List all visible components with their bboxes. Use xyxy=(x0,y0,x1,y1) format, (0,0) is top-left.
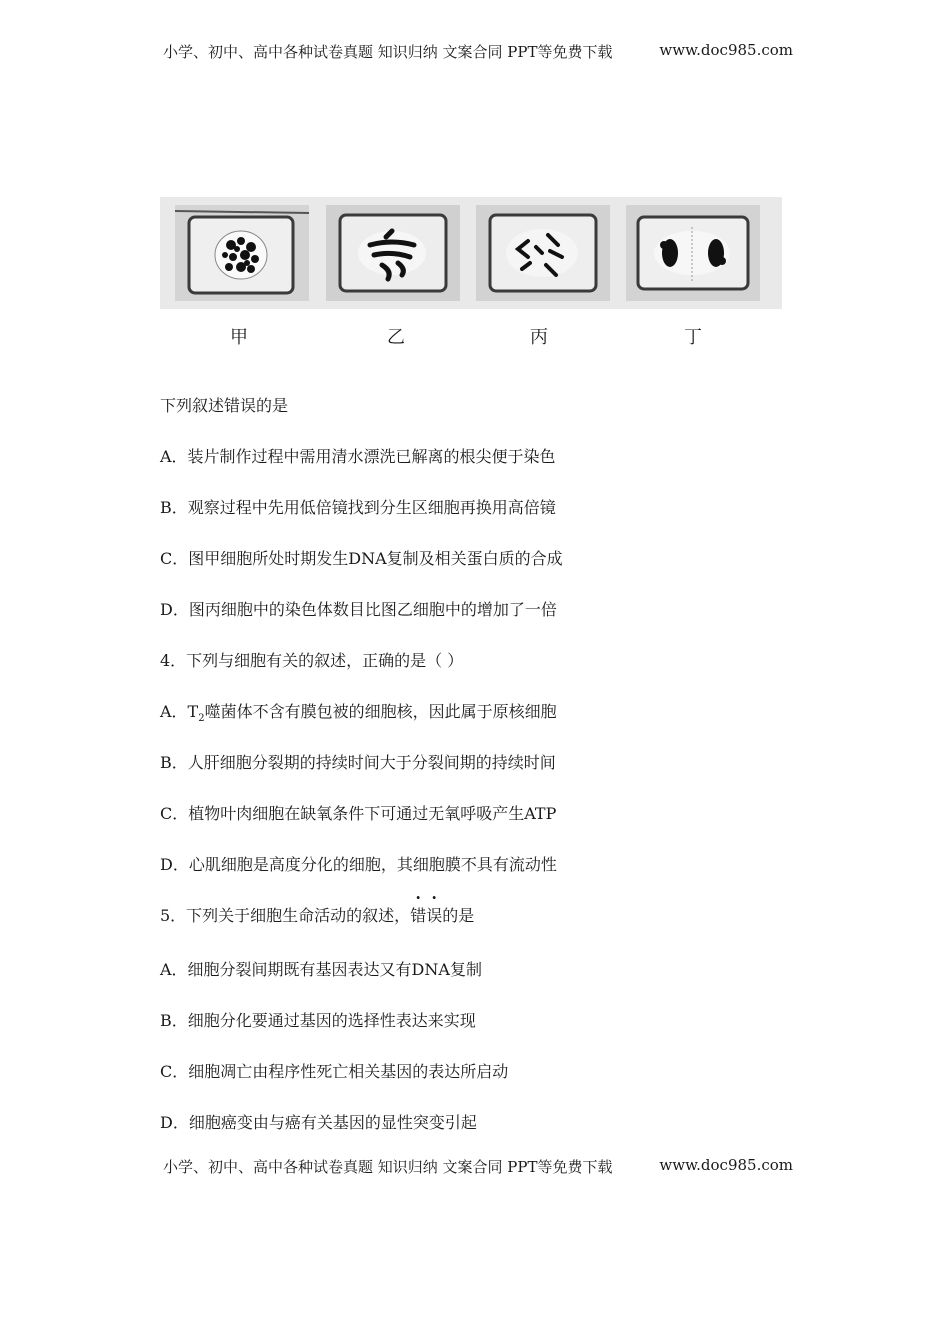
emphasis-char-2: 误 xyxy=(426,906,443,925)
question-4-option-a xyxy=(160,699,557,724)
question-3-option-c: C．图甲细胞所处时期发生DNA复制及相关蛋白质的合成 xyxy=(160,549,563,568)
figure-label-bing: 丙 xyxy=(530,327,548,348)
figure-label-yi: 乙 xyxy=(387,327,405,348)
question-5-option-d: D．细胞癌变由与癌有关基因的显性突变引起 xyxy=(160,1113,477,1132)
header-url: www.doc985.com xyxy=(659,41,793,59)
question-5-option-c: C．细胞凋亡由程序性死亡相关基因的表达所启动 xyxy=(160,1062,509,1081)
cell-image-yi xyxy=(326,205,460,301)
question-5-option-a: A．细胞分裂间期既有基因表达又有DNA复制 xyxy=(160,960,482,979)
question-3-option-b: B．观察过程中先用低倍镜找到分生区细胞再换用高倍镜 xyxy=(160,498,556,517)
option-a-prefix: A．T xyxy=(160,702,199,721)
question-3-option-a: A．装片制作过程中需用清水漂洗已解离的根尖便于染色 xyxy=(160,447,556,466)
page-header xyxy=(163,41,793,62)
cell-image-bing xyxy=(476,205,610,301)
question-5-option-b: B．细胞分化要通过基因的选择性表达来实现 xyxy=(160,1011,476,1030)
mitosis-figure xyxy=(160,197,782,309)
subscript-2: 2 xyxy=(198,713,205,725)
footer-left-text: 小学、初中、高中各种试卷真题 知识归纳 文案合同 PPT等免费下载 xyxy=(163,1158,613,1176)
question-4-stem: 4．下列与细胞有关的叙述，正确的是（ ） xyxy=(160,651,464,670)
question-4-option-d: D．心肌细胞是高度分化的细胞，其细胞膜不具有流动性 xyxy=(160,855,557,874)
question-3-option-d: D．图丙细胞中的染色体数目比图乙细胞中的增加了一倍 xyxy=(160,600,557,619)
emphasis-char-1: 错 xyxy=(410,906,427,925)
stem-suffix: 的是 xyxy=(442,906,475,925)
header-left-text: 小学、初中、高中各种试卷真题 知识归纳 文案合同 PPT等免费下载 xyxy=(163,43,613,61)
question-5-stem xyxy=(160,903,474,926)
figure-label-jia: 甲 xyxy=(230,327,248,348)
question-4-option-c: C．植物叶肉细胞在缺氧条件下可通过无氧呼吸产生ATP xyxy=(160,804,557,823)
cell-image-jia xyxy=(175,205,309,301)
page-footer xyxy=(163,1156,793,1177)
question-4-option-b: B．人肝细胞分裂期的持续时间大于分裂间期的持续时间 xyxy=(160,753,556,772)
figure-label-ding: 丁 xyxy=(684,327,702,348)
stem-prefix: 5．下列关于细胞生命活动的叙述， xyxy=(160,906,411,925)
option-a-text: 噬菌体不含有膜包被的细胞核，因此属于原核细胞 xyxy=(204,702,557,721)
question-3-stem: 下列叙述错误的是 xyxy=(160,396,289,415)
cell-image-ding xyxy=(626,205,760,301)
footer-url: www.doc985.com xyxy=(659,1156,793,1174)
